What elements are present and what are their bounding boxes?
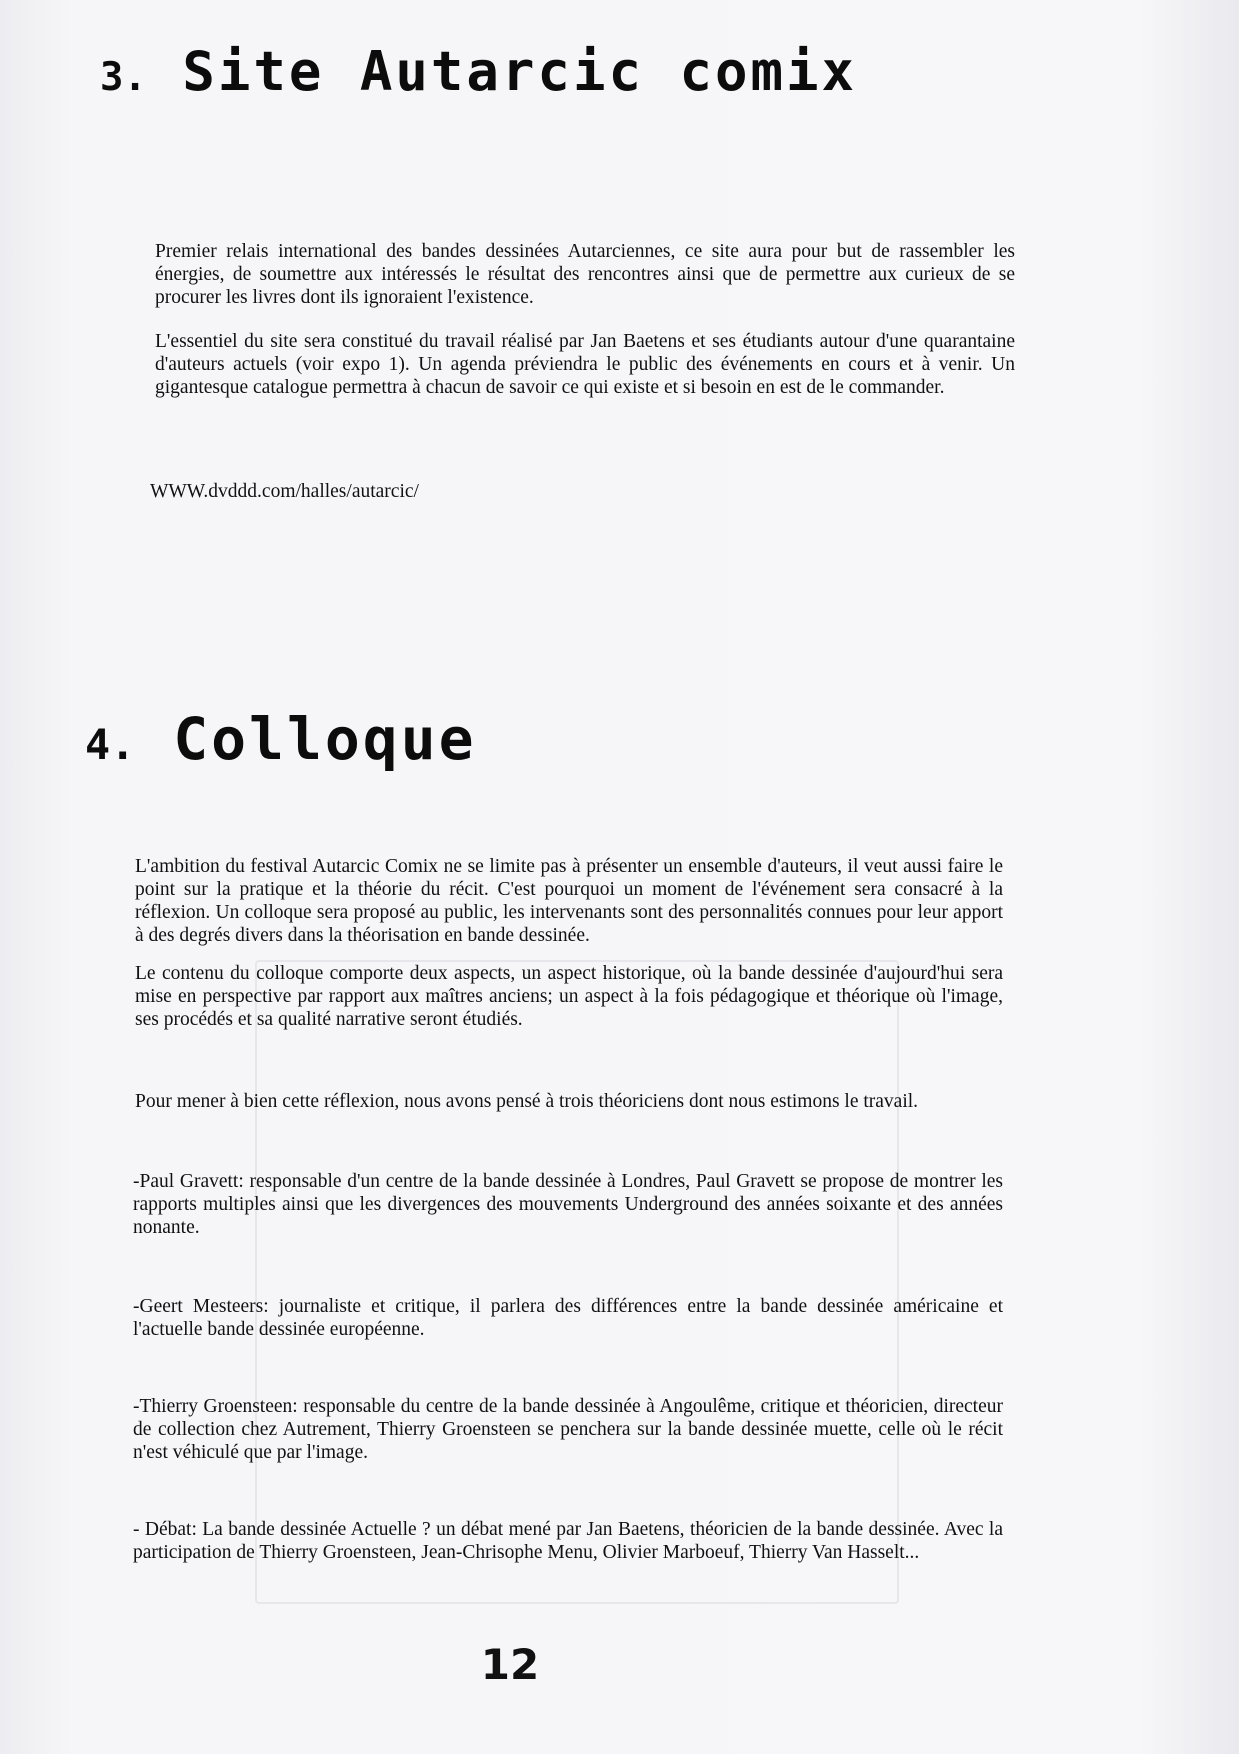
site-url: WWW.dvddd.com/halles/autarcic/ (150, 481, 419, 502)
section-number: 3. (100, 55, 147, 100)
paragraph: Le contenu du colloque comporte deux aspects, un aspect historique, où la bande dessinée d'aujourd'hui sera mise en perspective par rapport aux maîtres anciens; un aspect à la fois pédagogique et théorique où l'image, ses procédés et sa qualité narrative seront étudiés. (135, 963, 1003, 1030)
section-title: Colloque (173, 705, 477, 773)
page-number: 12 (480, 1640, 540, 1689)
section-heading-site (100, 40, 857, 103)
paragraph: Pour mener à bien cette réflexion, nous avons pensé à trois théoriciens dont nous estimons le travail. (135, 1091, 919, 1112)
section-number: 4. (85, 720, 136, 769)
speaker-entry: -Paul Gravett: responsable d'un centre de la bande dessinée à Londres, Paul Gravett se propose de montrer les rapports multiples ainsi que les divergences des mouvements Underground des années soixante et des années nonante. (133, 1171, 1003, 1238)
section-title: Site Autarcic comix (182, 40, 858, 103)
paragraph: Premier relais international des bandes dessinées Autarciennes, ce site aura pour but de rassembler les énergies, de soumettre aux intéressés le résultat des rencontres ainsi que de permettre aux curieux de se procurer les livres dont ils ignoraient l'existence. (155, 241, 1015, 308)
section-heading-colloque (85, 705, 477, 773)
paragraph: L'ambition du festival Autarcic Comix ne se limite pas à présenter un ensemble d'auteurs, il veut aussi faire le point sur la pratique et la théorie du récit. C'est pourquoi un moment de l'événement sera consacré à la réflexion. Un colloque sera proposé au public, les intervenants sont des personnalités connues pour leur apport à des degrés divers dans la théorisation en bande dessinée. (135, 856, 1003, 946)
speaker-entry: -Geert Mesteers: journaliste et critique, il parlera des différences entre la bande dessinée américaine et l'actuelle bande dessinée européenne. (133, 1296, 1003, 1340)
show-through-frame (255, 960, 899, 1604)
paragraph: L'essentiel du site sera constitué du travail réalisé par Jan Baetens et ses étudiants autour d'une quarantaine d'auteurs actuels (voir expo 1). Un agenda préviendra le public des événements en cours et à venir. Un gigantesque catalogue permettra à chacun de savoir ce qui existe et si besoin en est de le commander. (155, 331, 1015, 398)
speaker-entry: -Thierry Groensteen: responsable du centre de la bande dessinée à Angoulême, critique et théoricien, directeur de collection chez Autrement, Thierry Groensteen se penchera sur la bande dessinée muette, celle où le récit n'est véhiculé que par l'image. (133, 1396, 1003, 1463)
debate-entry: - Débat: La bande dessinée Actuelle ? un débat mené par Jan Baetens, théoricien de la bande dessinée. Avec la participation de Thierry Groensteen, Jean-Chrisophe Menu, Olivier Marboeuf, Thierry Van Hasselt... (133, 1519, 1003, 1563)
